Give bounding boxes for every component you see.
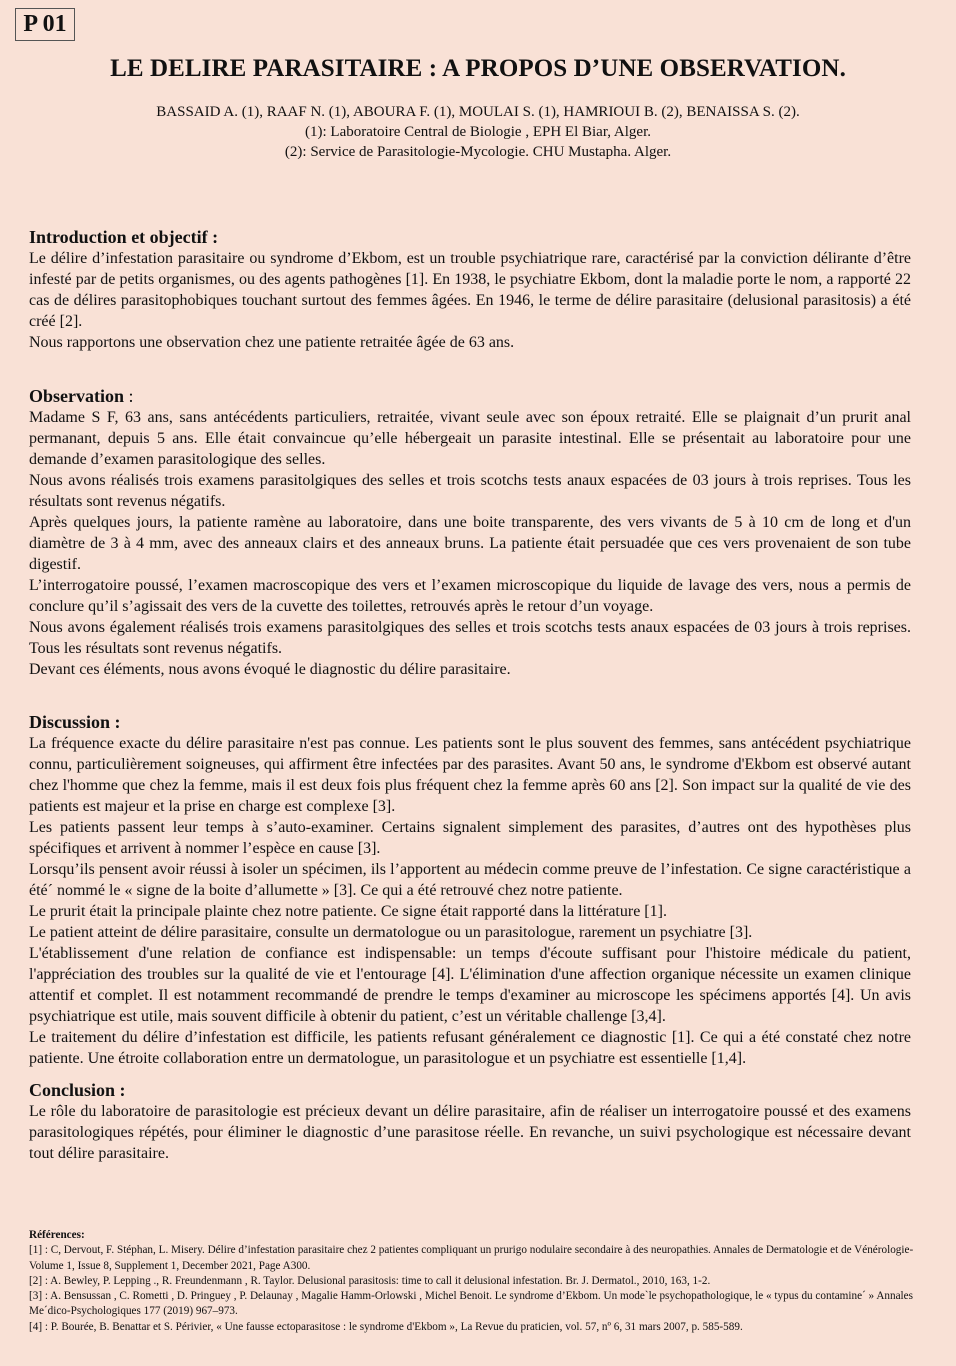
paragraph: Devant ces éléments, nous avons évoqué le diagnostic du délire parasitaire. bbox=[29, 661, 511, 678]
paragraph: Les patients passent leur temps à s’auto-examiner. Certains signalent simplement des parasites, d’autres ont des hypothèses plus spécifiques et arrivent à nommer l’espèce en cause [3]. bbox=[29, 819, 911, 857]
paragraph: Le rôle du laboratoire de parasitologie est précieux devant un délire parasitaire, afin de réaliser un interrogatoire poussé et des examens parasitologiques répétés, pour éliminer le diagnostic d’une parasitose réelle. En revanche, un suivi psychologique est nécessaire devant tout délire parasitaire. bbox=[29, 1103, 911, 1162]
reference-item: [4] : P. Bourée, B. Benattar et S. Périvier, « Une fausse ectoparasitose : le syndrome d'Ekbom », La Revue du praticien, vol. 57, nº 6, 31 mars 2007, p. 585-589. bbox=[29, 1320, 743, 1333]
heading-text: Observation bbox=[29, 386, 125, 406]
paragraph: Le traitement du délire d’infestation est difficile, les patients refusant généralement ce diagnostic [1]. Ce qui a été constaté chez notre patiente. Une étroite collaboration entre un dermatologue, un parasitologue et un psychiatre est essentielle [1,4]. bbox=[29, 1029, 911, 1067]
poster-body bbox=[29, 226, 911, 1164]
section-introduction bbox=[29, 226, 911, 353]
paragraph: L'établissement d'une relation de confiance est indispensable: un temps d'écoute suffisant pour l'histoire médicale du patient, l'appréciation des troubles sur la qualité de vie et l'entourage [4]. L'élimination d'une affection organique nécessite un examen clinique attentif et complet. Il est notamment recommandé de prendre le temps d'examiner au microscope les spécimens apportés [4]. Un avis psychiatrique est utile, mais souvent difficile à obtenir du patient, c’est un véritable challenge [3,4]. bbox=[29, 945, 911, 1025]
section-heading-conclusion: Conclusion : bbox=[29, 1080, 126, 1100]
paragraph: Le délire d’infestation parasitaire ou syndrome d’Ekbom, est un trouble psychiatrique rare, caractérisé par la conviction délirante d’être infesté par de petits organismes, ou des agents pathogènes [1]. En 1938, le psychiatre Ekbom, dont la maladie porte le nom, a rapporté 22 cas de délires parasitophobiques touchant surtout des femmes âgées. En 1946, le terme de délire parasitaire (delusional parasitosis) a été créé [2]. bbox=[29, 250, 911, 330]
references-block bbox=[29, 1228, 919, 1335]
poster-id-box: P 01 bbox=[15, 8, 75, 41]
heading-colon: : bbox=[124, 386, 134, 406]
section-observation bbox=[29, 385, 911, 680]
section-heading-observation bbox=[29, 385, 911, 407]
author-list: BASSAID A. (1), RAAF N. (1), ABOURA F. (1), MOULAI S. (1), HAMRIOUI B. (2), BENAISSA S. (2). bbox=[156, 104, 800, 120]
reference-item: [3] : A. Bensussan , C. Rometti , D. Pringuey , P. Delaunay , Magalie Hamm-Orlowski , Michel Benoit. Le syndrome d’Ekbom. Un mode`le psychopathologique, le « typus du contamine´ » Annales Me´dico-Psychologiques 177 (2019) 967–973. bbox=[29, 1290, 913, 1318]
affiliation-2: (2): Service de Parasitologie-Mycologie. CHU Mustapha. Alger. bbox=[284, 144, 672, 160]
paragraph: Nous avons également réalisés trois examens parasitolgiques des selles et trois scotchs tests anaux espacées de 03 jours à trois reprises. Tous les résultats sont revenus négatifs. bbox=[29, 619, 911, 657]
paragraph: Madame S F, 63 ans, sans antécédents particuliers, retraitée, vivant seule avec son époux retraité. Elle se plaignait d’un prurit anal permanant, depuis 5 ans. Elle était convaincue qu’elle hébergeait un parasite intestinal. Elle se présentait au laboratoire pour une demande d’examen parasitologique des selles. bbox=[29, 409, 911, 468]
paragraph: Après quelques jours, la patiente ramène au laboratoire, dans une boite transparente, des vers vivants de 5 à 10 cm de long et d'un diamètre de 3 à 4 mm, avec des anneaux clairs et des anneaux bruns. La patiente était persuadée que ces vers provenaient de son tube digestif. bbox=[29, 514, 911, 573]
reference-item: [1] : C, Dervout, F. Stéphan, L. Misery. Délire d’infestation parasitaire chez 2 patientes compliquant un prurigo nodulaire secondaire à des neuropathies. Annales de Dermatologie et de Vénérologie- Volume 1, Issue 8, Supplement 1, December 2021, Page A300. bbox=[29, 1244, 914, 1272]
references-heading: Références: bbox=[29, 1229, 85, 1241]
section-heading-introduction: Introduction et objectif : bbox=[29, 227, 219, 247]
paragraph: Nous rapportons une observation chez une patiente retraitée âgée de 63 ans. bbox=[29, 334, 515, 351]
paragraph: Le prurit était la principale plainte chez notre patiente. Ce signe était rapporté dans la littérature [1]. bbox=[29, 903, 667, 920]
paragraph: L’interrogatoire poussé, l’examen macroscopique des vers et l’examen microscopique du liquide de lavage des vers, nous a permis de conclure qu’il s’agissait des vers de la cuvette des toilettes, retrouvés après le retour d’un voyage. bbox=[29, 577, 911, 615]
section-conclusion bbox=[29, 1079, 911, 1164]
paragraph: Lorsqu’ils pensent avoir réussi à isoler un spécimen, ils l’apportent au médecin comme preuve de l’infestation. Ce signe caractéristique a été´ nommé le « signe de la boite d’allumette » [3]. Ce qui a été retrouvé chez notre patiente. bbox=[29, 861, 911, 899]
paragraph: Le patient atteint de délire parasitaire, consulte un dermatologue ou un parasitologue, rarement un psychiatre [3]. bbox=[29, 924, 753, 941]
paragraph: Nous avons réalisés trois examens parasitolgiques des selles et trois scotchs tests anaux espacées de 03 jours à trois reprises. Tous les résultats sont revenus négatifs. bbox=[29, 472, 911, 510]
reference-item: [2] : A. Bewley, P. Lepping ., R. Freundenmann , R. Taylor. Delusional parasitosis: time to call it delusional infestation. Br. J. Dermatol., 2010, 163, 1-2. bbox=[29, 1274, 711, 1287]
authors-block bbox=[0, 102, 956, 162]
affiliation-1: (1): Laboratoire Central de Biologie , EPH El Biar, Alger. bbox=[305, 124, 651, 140]
section-heading-discussion: Discussion : bbox=[29, 712, 121, 732]
section-discussion bbox=[29, 711, 911, 1069]
paragraph: La fréquence exacte du délire parasitaire n'est pas connue. Les patients sont le plus souvent des femmes, sans antécédent psychiatrique connu, particulièrement soigneuses, qui affirment être infectées par des parasites. Avant 50 ans, le syndrome d'Ekbom est observé autant chez l'homme que chez la femme, mais il est deux fois plus fréquent chez la femme après 60 ans [2]. Son impact sur la qualité de vie des patients est majeur et la prise en charge est complexe [3]. bbox=[29, 735, 911, 815]
poster-title: LE DELIRE PARASITAIRE : A PROPOS D’UNE OBSERVATION. bbox=[110, 55, 846, 82]
